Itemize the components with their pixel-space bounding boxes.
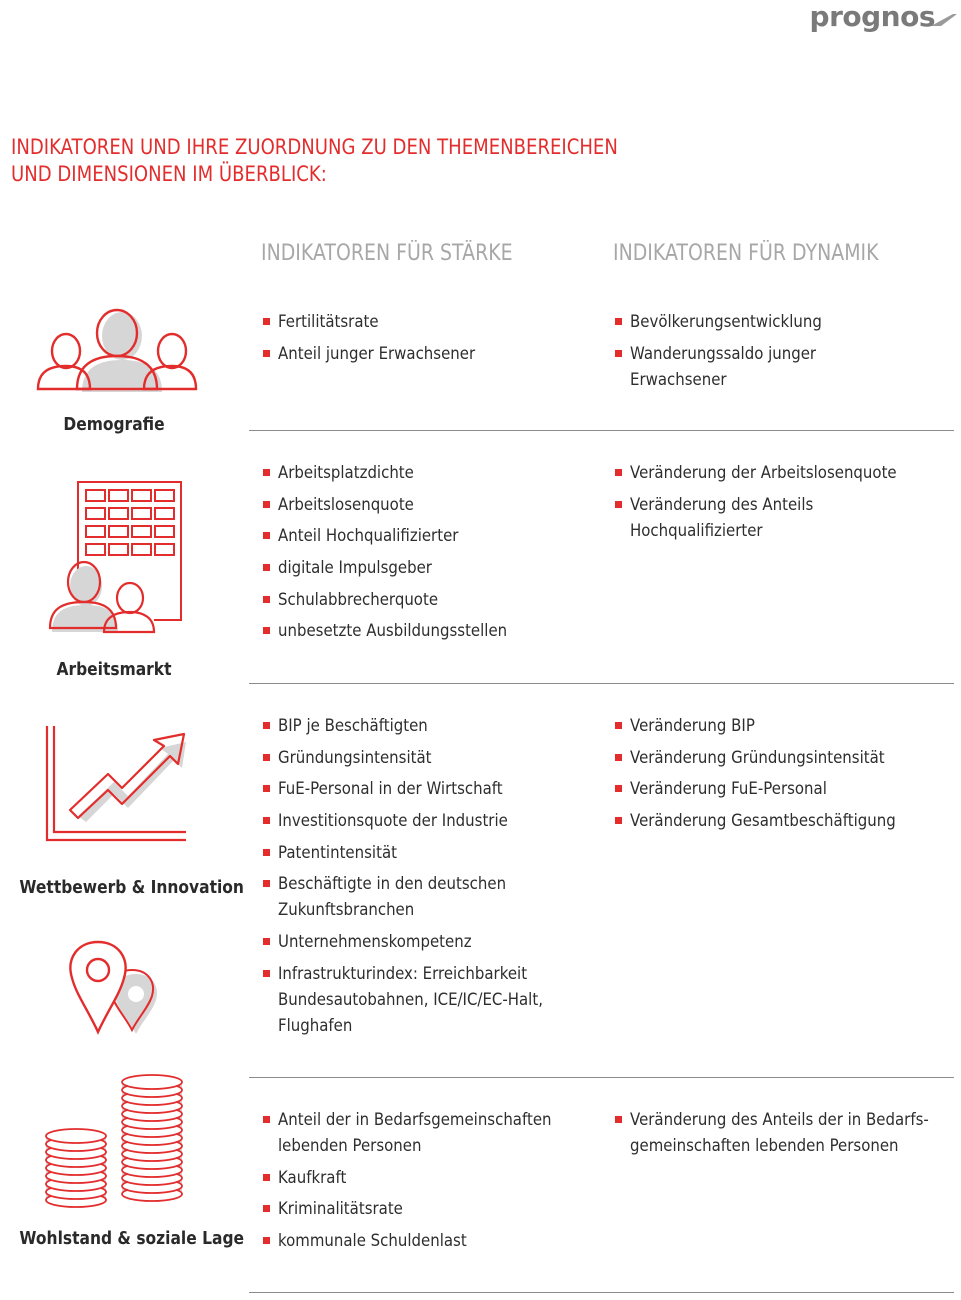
list-item: Veränderung FuE-Personal [613,776,961,802]
list-demografie-staerke [261,309,623,372]
list-item: Anteil Hochqualifizierter [261,523,623,549]
list-item: kommunale Schuldenlast [261,1228,623,1254]
location-pin-icon [66,940,162,1036]
category-demografie: Demografie [63,414,165,435]
column-header-dynamik: INDIKATOREN FÜR DYNAMIK [613,241,879,266]
list-wohlstand-staerke [261,1107,623,1260]
list-item: Schulabbrecherquote [261,587,623,613]
list-item: Fertilitätsrate [261,309,623,335]
list-item: Veränderung des Anteils Hochqualifizierter [613,492,860,544]
coin-stacks-icon [38,1072,188,1212]
list-item: Anteil junger Erwachsener [261,341,623,367]
growth-arrow-chart-icon [44,724,194,848]
people-icon [34,306,204,394]
list-wettbewerb-staerke [261,713,623,1045]
list-item: Anteil der in Bedarfsgemeinschaften lebenden Personen [261,1107,583,1159]
page-title [11,134,665,188]
list-item: Beschäftigte in den deutschen Zukunftsbranchen [261,871,538,923]
list-item: Investitionsquote der Industrie [261,808,623,834]
list-wettbewerb-dynamik [613,713,961,840]
section-divider [249,1292,954,1293]
page-title-line-1: INDIKATOREN UND IHRE ZUORDNUNG ZU DEN THEMENBEREICHEN [11,135,618,159]
list-item: Veränderung Gründungsintensität [613,745,961,771]
list-item: Kaufkraft [261,1165,623,1191]
list-item: Veränderung des Anteils der in Bedarfs-gemeinschaften lebenden Personen [613,1107,950,1159]
list-item: BIP je Beschäftigten [261,713,623,739]
office-building-people-icon [44,478,184,638]
list-item: Arbeitslosenquote [261,492,623,518]
list-wohlstand-dynamik [613,1107,950,1165]
logo-swoosh-icon [931,13,957,27]
prognos-logo [810,0,957,33]
list-item: Wanderungssaldo junger Erwachsener [613,341,860,393]
section-divider [249,683,954,684]
list-item: FuE-Personal in der Wirtschaft [261,776,623,802]
list-demografie-dynamik [613,309,961,398]
list-item: Patentintensität [261,840,623,866]
list-item: Kriminalitätsrate [261,1196,623,1222]
section-divider [249,430,954,431]
list-arbeitsmarkt-dynamik [613,460,961,549]
list-item: Arbeitsplatzdichte [261,460,623,486]
list-item: Veränderung Gesamtbeschäftigung [613,808,961,834]
list-item: unbesetzte Ausbildungsstellen [261,618,623,644]
category-wettbewerb-innovation: Wettbewerb & Innovation [19,877,244,898]
list-arbeitsmarkt-staerke [261,460,623,650]
list-item: Infrastrukturindex: Erreichbarkeit Bundesautobahnen, ICE/IC/EC-Halt, Flughafen [261,961,573,1039]
logo-text: prognos [809,0,935,33]
section-divider [249,1077,954,1078]
category-wohlstand-soziale-lage: Wohlstand & soziale Lage [19,1228,245,1249]
list-item: Veränderung BIP [613,713,961,739]
list-item: Bevölkerungsentwicklung [613,309,961,335]
category-arbeitsmarkt: Arbeitsmarkt [56,659,172,680]
column-header-staerke: INDIKATOREN FÜR STÄRKE [261,241,513,266]
list-item: Unternehmenskompetenz [261,929,623,955]
list-item: digitale Impulsgeber [261,555,623,581]
list-item: Veränderung der Arbeitslosenquote [613,460,961,486]
list-item: Gründungsintensität [261,745,623,771]
page-title-line-2: UND DIMENSIONEN IM ÜBERBLICK: [11,162,327,186]
